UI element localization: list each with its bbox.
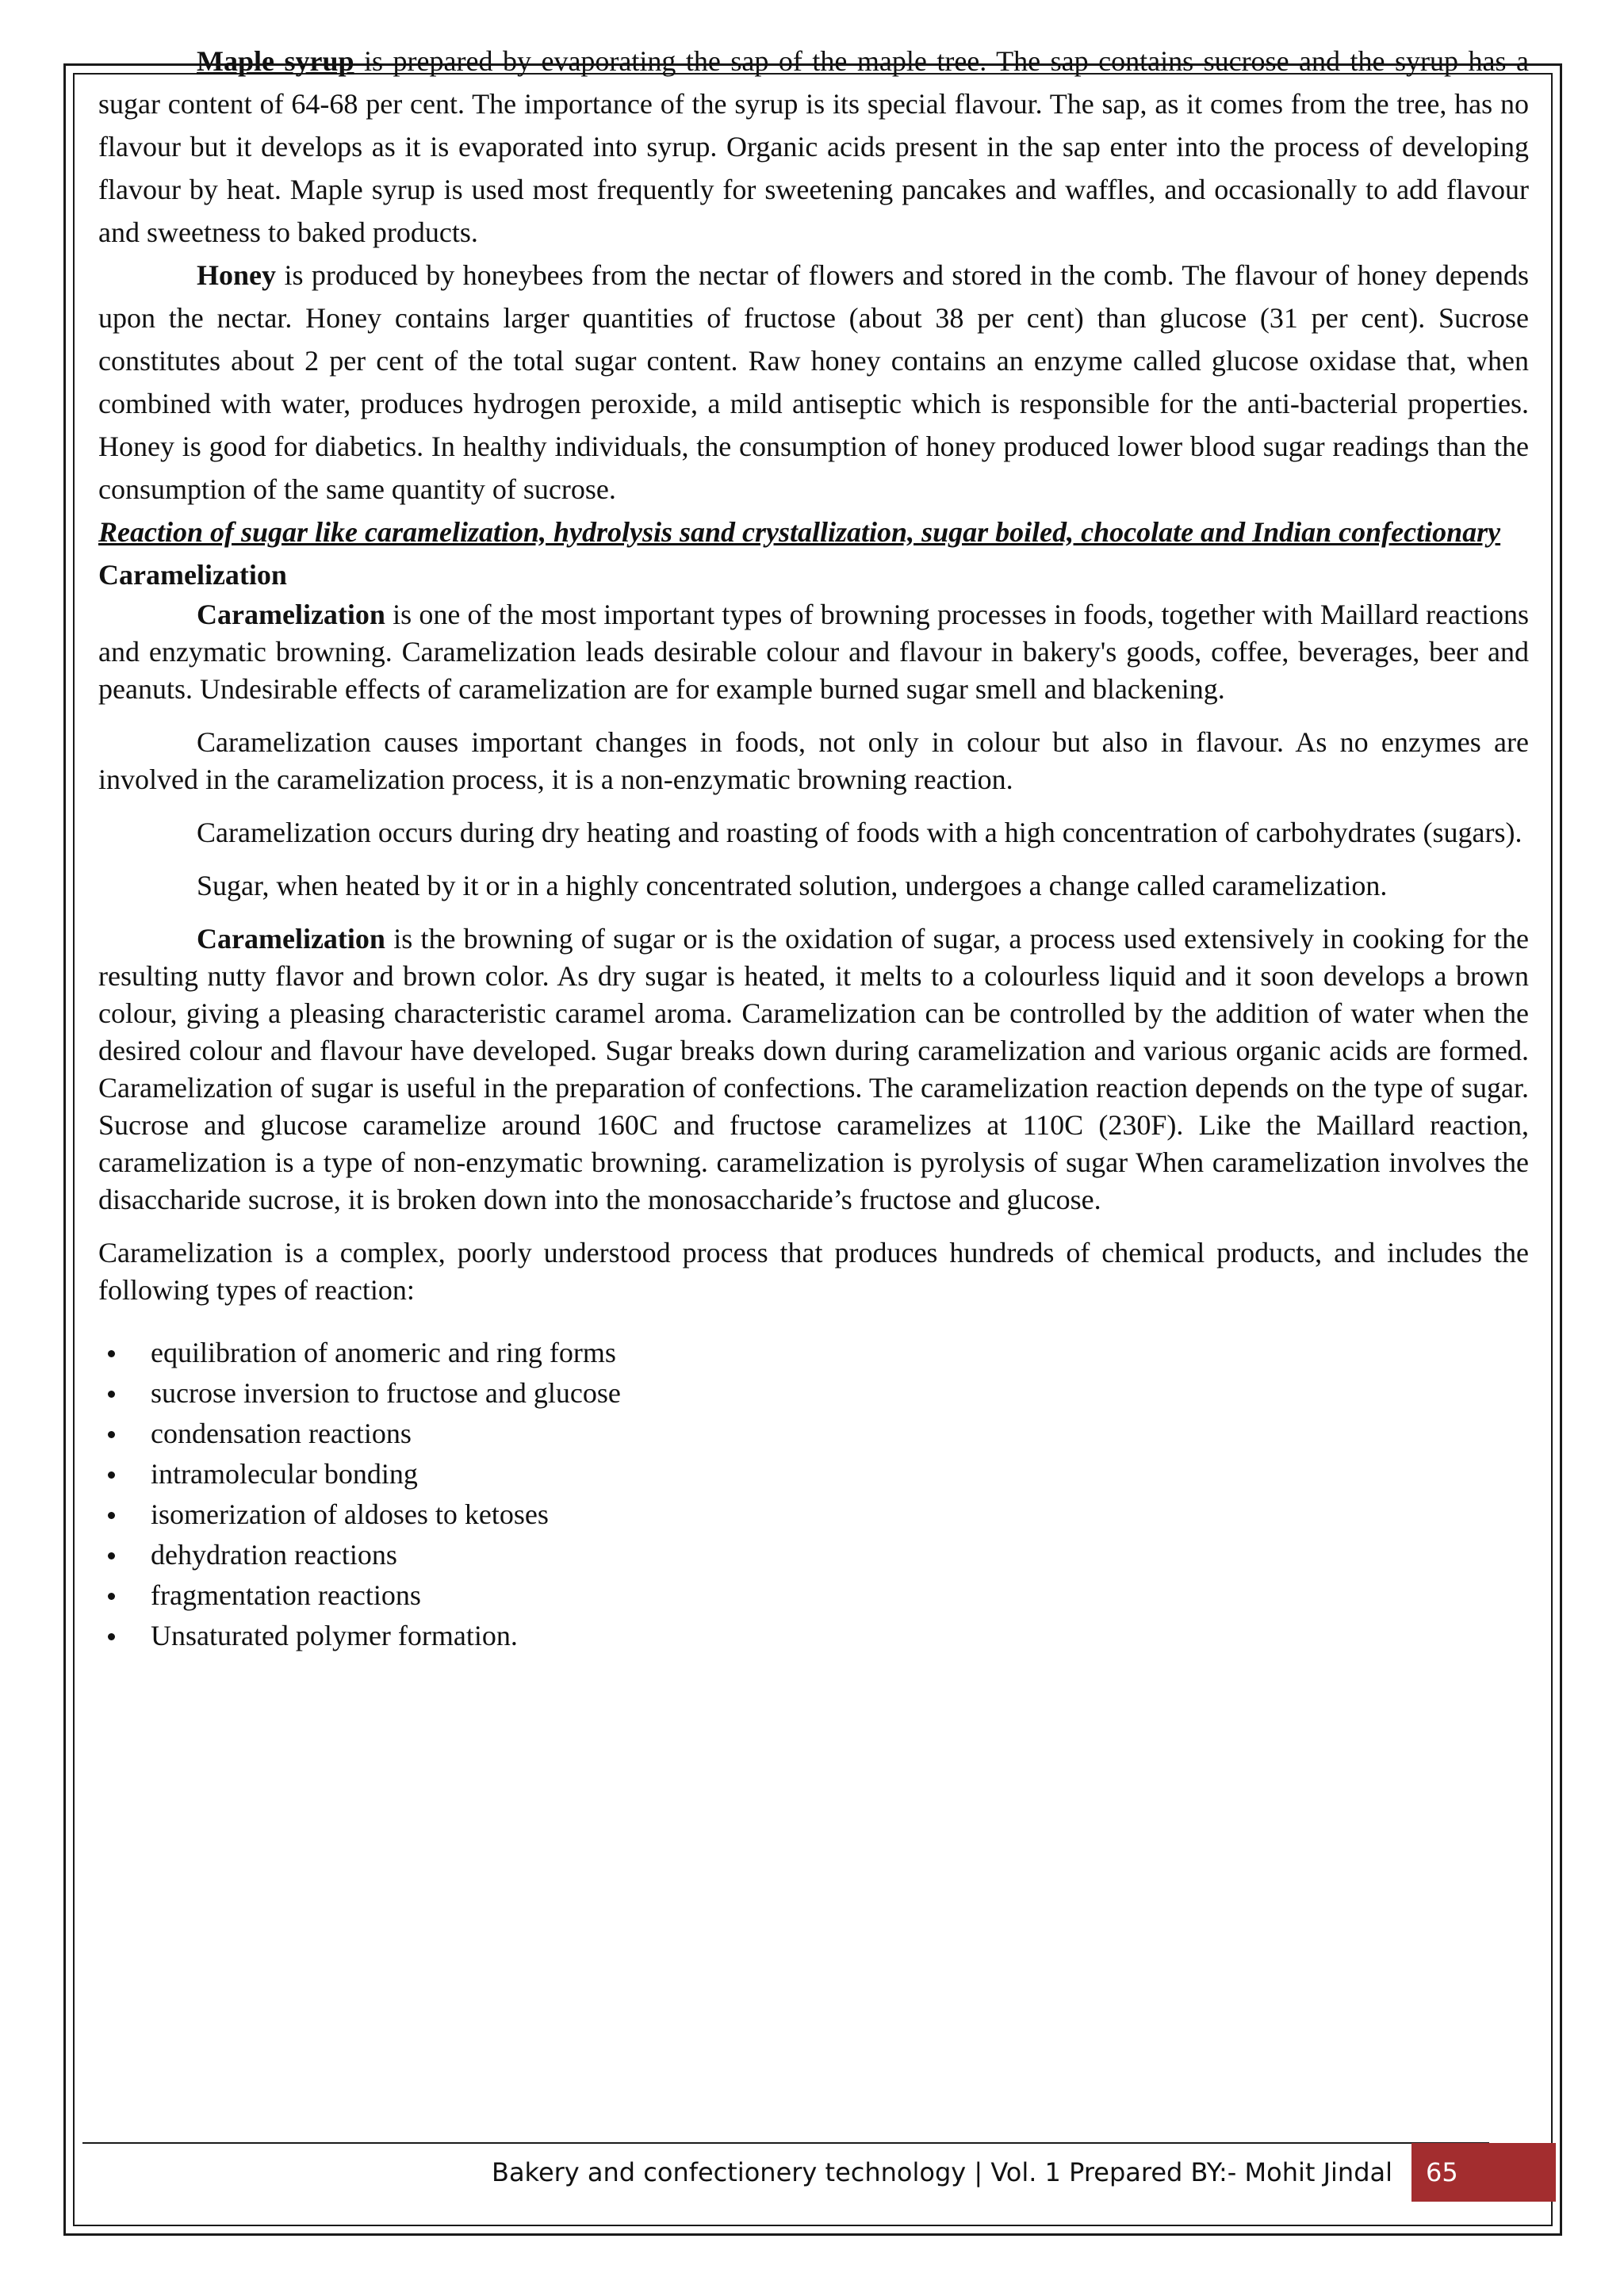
honey-paragraph: [98, 254, 1529, 511]
maple-syrup-text: is prepared by evaporating the sap of the maple tree. The sap contains sucrose and the syrup has a sugar content of 64-68 per cent. The importance of the syrup is its special flavour. The sap, as it comes from the tree, has no flavour but it develops as it is evaporated into syrup. Organic acids present in the sap enter into the process of developing flavour by heat. Maple syrup is used most frequently for sweetening pancakes and waffles, and occasionally to add flavour and sweetness to baked products.: [98, 45, 1529, 248]
page-content: [98, 40, 1529, 1656]
list-item: equilibration of anomeric and ring forms: [98, 1333, 1529, 1373]
list-item: fragmentation reactions: [98, 1575, 1529, 1616]
caramelization-paragraph-6: Caramelization is a complex, poorly understood process that produces hundreds of chemical products, and includes the following types of reaction:: [98, 1237, 1529, 1306]
caramelization-paragraph-3: Caramelization occurs during dry heating and roasting of foods with a high concentration of carbohydrates (sugars).: [197, 817, 1522, 848]
reaction-types-list: [98, 1333, 1529, 1656]
maple-syrup-paragraph: [98, 40, 1529, 254]
list-item: isomerization of aldoses to ketoses: [98, 1494, 1529, 1535]
section-heading: Reaction of sugar like caramelization, hydrolysis sand crystallization, sugar boiled, chocolate and Indian confectionary: [98, 516, 1501, 548]
list-item: condensation reactions: [98, 1414, 1529, 1454]
maple-syrup-term: Maple syrup: [197, 45, 354, 77]
footer-text: Bakery and confectionery technology | Vol. 1 Prepared BY:- Mohit Jindal: [491, 2157, 1392, 2187]
caramelization-text-1: is one of the most important types of browning processes in foods, together with Maillard reactions and enzymatic browning. Caramelization leads desirable colour and flavour in bakery's goods, coffee, beverages, beer and peanuts. Undesirable effects of caramelization are for example burned sugar smell and blackening.: [98, 599, 1529, 705]
list-item: dehydration reactions: [98, 1535, 1529, 1575]
page-number: 65: [1426, 2157, 1458, 2187]
caramelization-term-1: Caramelization: [197, 599, 385, 630]
list-item: sucrose inversion to fructose and glucose: [98, 1373, 1529, 1414]
honey-term: Honey: [197, 259, 277, 291]
list-item: Unsaturated polymer formation.: [98, 1616, 1529, 1656]
list-item: intramolecular bonding: [98, 1454, 1529, 1494]
footer-divider: [82, 2142, 1489, 2144]
caramelization-paragraph-4: Sugar, when heated by it or in a highly concentrated solution, undergoes a change called caramelization.: [197, 870, 1388, 901]
caramelization-text-5: is the browning of sugar or is the oxidation of sugar, a process used extensively in cooking for the resulting nutty flavor and brown color. As dry sugar is heated, it melts to a colourless liquid and it soon develops a brown colour, giving a pleasing characteristic caramel aroma. Caramelization can be controlled by the addition of water when the desired colour and flavour have developed. Sugar breaks down during caramelization and various organic acids are formed. Caramelization of sugar is useful in the preparation of confections. The caramelization reaction depends on the type of sugar. Sucrose and glucose caramelize around 160C and fructose caramelizes at 110C (230F). Like the Maillard reaction, caramelization is a type of non-enzymatic browning. caramelization is pyrolysis of sugar When caramelization involves the disaccharide sucrose, it is broken down into the monosaccharide’s fructose and glucose.: [98, 923, 1529, 1215]
page-number-badge: [1411, 2143, 1556, 2202]
caramelization-paragraph-2: Caramelization causes important changes in foods, not only in colour but also in flavour. As no enzymes are involved in the caramelization process, it is a non-enzymatic browning reaction.: [98, 726, 1529, 795]
honey-text: is produced by honeybees from the nectar of flowers and stored in the comb. The flavour of honey depends upon the nectar. Honey contains larger quantities of fructose (about 38 per cent) than glucose (31 per cent). Sucrose constitutes about 2 per cent of the total sugar content. Raw honey contains an enzyme called glucose oxidase that, when combined with water, produces hydrogen peroxide, a mild antiseptic which is responsible for the anti-bacterial properties. Honey is good for diabetics. In healthy individuals, the consumption of honey produced lower blood sugar readings than the consumption of the same quantity of sucrose.: [98, 259, 1529, 505]
caramelization-paragraph-5: [98, 920, 1529, 1219]
caramelization-heading: Caramelization: [98, 559, 287, 591]
caramelization-term-5: Caramelization: [197, 923, 385, 955]
caramelization-paragraph-1: [98, 596, 1529, 708]
